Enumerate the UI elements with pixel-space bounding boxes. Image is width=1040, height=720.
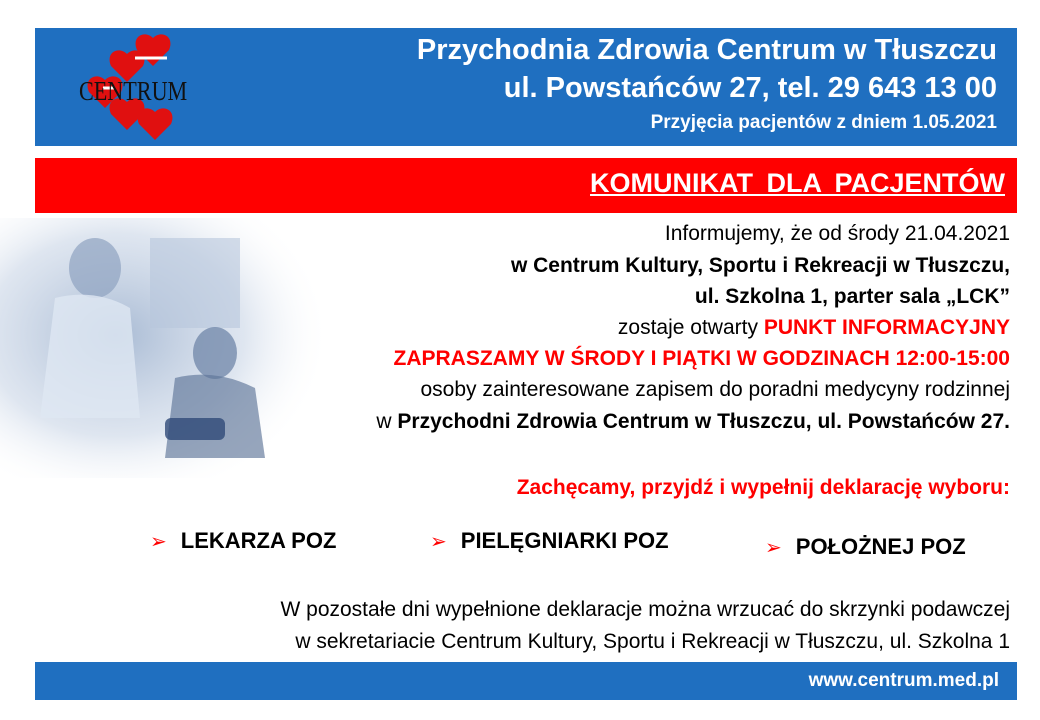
info-line-1: Informujemy, że od środy 21.04.2021 — [664, 222, 1010, 245]
clinic-title: Przychodnia Zdrowia Centrum w Tłuszczu — [416, 34, 997, 66]
info-line-3: ul. Szkolna 1, parter sala „LCK” — [694, 285, 1010, 308]
arrow-icon: ➢ — [150, 531, 167, 553]
footer-bar — [35, 662, 1017, 700]
notice-title-bar — [35, 158, 1017, 213]
closing-line-1: W pozostałe dni wypełnione deklaracje można wrzucać do skrzynki podawczej — [280, 598, 1010, 621]
info-line-7 — [376, 410, 1010, 434]
encourage-line: Zachęcamy, przyjdź i wypełnij deklarację wyboru: — [516, 476, 1010, 499]
option-nurse — [430, 528, 669, 554]
website-link[interactable]: www.centrum.med.pl — [808, 670, 999, 691]
info-line-7-bold: Przychodni Zdrowia Centrum w Tłuszczu, ul. Powstańców 27. — [397, 410, 1010, 433]
admission-date: Przyjęcia pacjentów z dniem 1.05.2021 — [650, 112, 997, 133]
info-point-highlight: PUNKT INFORMACYJNY — [763, 316, 1010, 339]
arrow-icon: ➢ — [430, 531, 447, 553]
nurse-patient-photo — [0, 218, 330, 478]
hours-line: ZAPRASZAMY W ŚRODY I PIĄTKI W GODZINACH 12:00-15:00 — [393, 347, 1010, 370]
clinic-address: ul. Powstańców 27, tel. 29 643 13 00 — [503, 72, 997, 104]
option-nurse-label: PIELĘGNIARKI POZ — [460, 528, 669, 553]
info-line-4-prefix: zostaje otwarty — [617, 316, 764, 339]
info-line-2: w Centrum Kultury, Sportu i Rekreacji w Tłuszczu, — [510, 254, 1010, 277]
option-midwife-label: POŁOŻNEJ POZ — [795, 534, 966, 559]
notice-title: KOMUNIKAT DLA PACJENTÓW — [590, 168, 1005, 198]
info-line-4 — [618, 316, 1010, 340]
arrow-icon: ➢ — [765, 537, 782, 559]
info-line-7-prefix: w — [376, 410, 398, 433]
header-banner — [35, 28, 1017, 146]
info-line-6: osoby zainteresowane zapisem do poradni medycyny rodzinnej — [420, 378, 1010, 401]
closing-line-2: w sekretariacie Centrum Kultury, Sportu i Rekreacji w Tłuszczu, ul. Szkolna 1 — [295, 630, 1010, 653]
option-doctor-label: LEKARZA POZ — [180, 528, 337, 553]
option-midwife — [765, 534, 966, 560]
option-doctor — [150, 528, 336, 554]
logo-text: CENTRUM — [79, 76, 188, 106]
